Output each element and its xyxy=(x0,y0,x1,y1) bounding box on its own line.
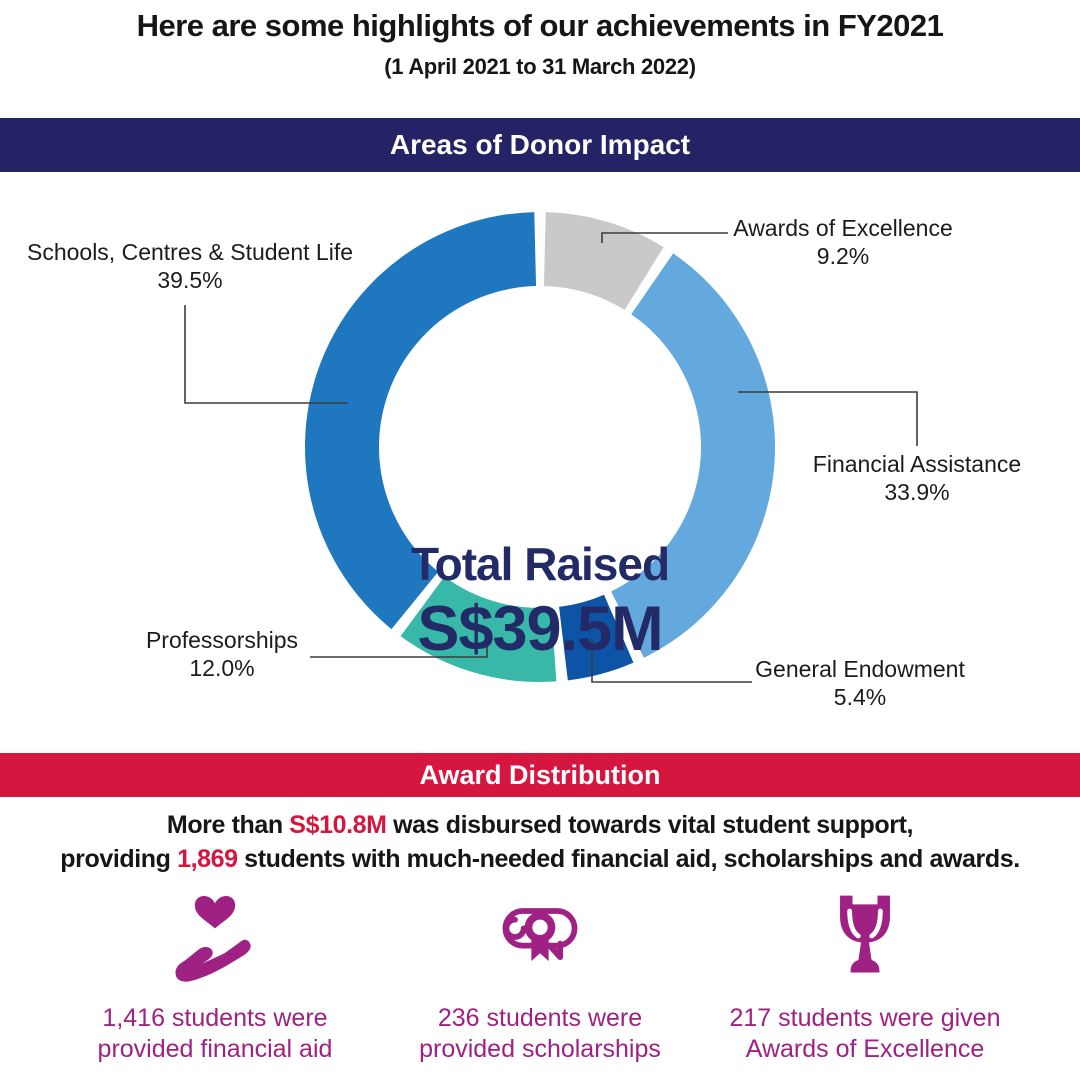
segment-pct-text: 12.0% xyxy=(189,655,255,681)
award-summary-text xyxy=(0,808,1080,876)
segment-pct-text: 39.5% xyxy=(157,267,223,293)
segment-label-text: Professorships xyxy=(145,627,299,653)
summary-text: providing xyxy=(60,845,178,873)
stat-line2: provided scholarships xyxy=(419,1035,661,1063)
stat-line1: 236 students were xyxy=(437,1004,643,1032)
total-raised-label: Total Raised xyxy=(410,538,670,590)
segment-pct-text: 5.4% xyxy=(833,684,887,710)
stat-line2: provided financial aid xyxy=(97,1035,333,1063)
segment-label-awards-of-excellence xyxy=(728,214,958,270)
segment-label-text: Schools, Centres & Student Life xyxy=(26,239,354,265)
page-title: Here are some highlights of our achievements in FY2021 xyxy=(136,8,944,43)
segment-label-general-endowment xyxy=(750,655,970,711)
award-summary-line2 xyxy=(0,842,1080,876)
segment-pct-text: 9.2% xyxy=(816,243,870,269)
summary-highlight-count: 1,869 xyxy=(177,845,238,873)
summary-highlight-amount: S$10.8M xyxy=(289,811,387,839)
segment-label-text: General Endowment xyxy=(755,656,965,682)
heart-in-hand-icon xyxy=(167,888,263,984)
total-raised-value: S$39.5M xyxy=(417,594,663,664)
summary-text: students with much-needed financial aid, scholarships and awards. xyxy=(237,845,1020,873)
segment-label-professorships xyxy=(122,626,322,682)
page-subtitle: (1 April 2021 to 31 March 2022) xyxy=(384,54,696,79)
stat-caption xyxy=(375,1003,705,1065)
stat-card-financial-aid xyxy=(50,888,380,1065)
diploma-icon xyxy=(492,888,588,984)
segment-pct-text: 33.9% xyxy=(884,479,950,505)
stat-card-awards-of-excellence xyxy=(700,888,1030,1065)
section-banner-award-distribution: Award Distribution xyxy=(0,753,1080,797)
stat-caption xyxy=(50,1003,380,1065)
segment-label-schools-centres-student-life xyxy=(10,238,370,294)
stat-caption xyxy=(700,1003,1030,1065)
trophy-icon xyxy=(817,888,913,984)
stat-line2: Awards of Excellence xyxy=(745,1035,985,1063)
award-summary-line1 xyxy=(0,808,1080,842)
segment-label-text: Financial Assistance xyxy=(812,451,1022,477)
summary-text: More than xyxy=(166,811,290,839)
donut-center-text xyxy=(340,537,740,665)
stat-card-scholarships xyxy=(375,888,705,1065)
stat-line1: 217 students were given xyxy=(729,1004,1001,1032)
section-banner-donor-impact: Areas of Donor Impact xyxy=(0,118,1080,172)
summary-text: was disbursed towards vital student support, xyxy=(386,811,914,839)
segment-label-text: Awards of Excellence xyxy=(733,215,953,241)
stat-line1: 1,416 students were xyxy=(102,1004,328,1032)
segment-label-financial-assistance xyxy=(807,450,1027,506)
